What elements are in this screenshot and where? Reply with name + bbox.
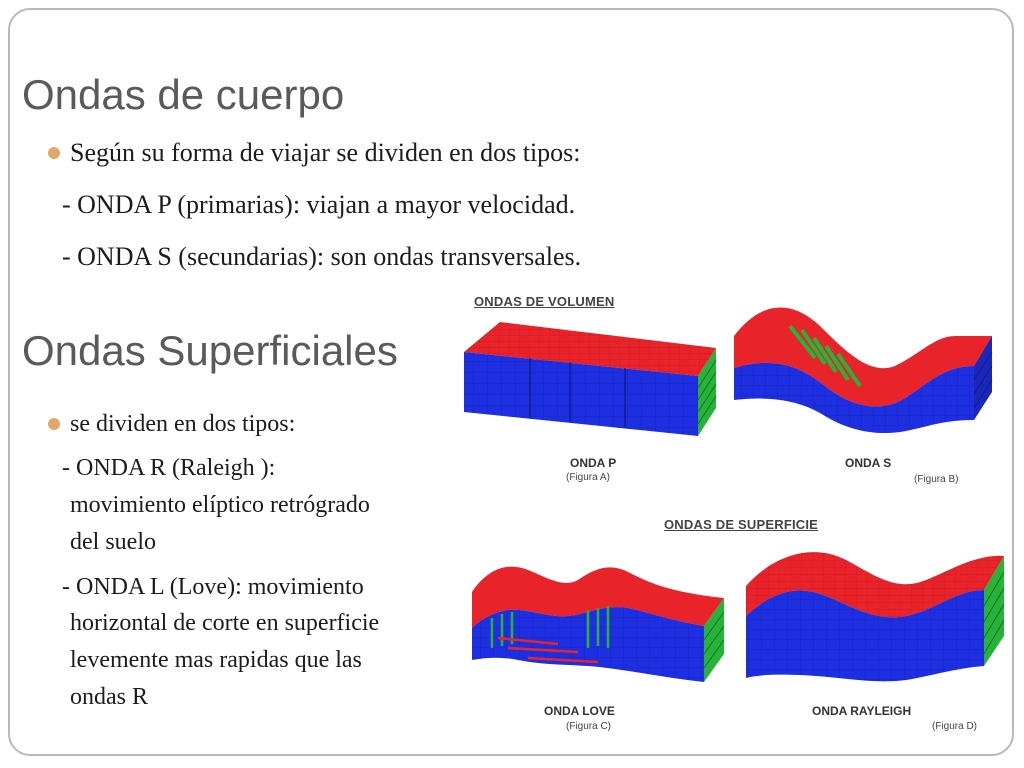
- surface-l-line: - ONDA L (Love): movimiento: [62, 574, 364, 600]
- panel-figure-label: (Figura D): [932, 721, 978, 732]
- bullet-dot: [48, 147, 60, 159]
- panel-figure-label: (Figura A): [566, 472, 610, 483]
- panel-figure-label: (Figura B): [914, 474, 959, 485]
- onda-love-block: [468, 548, 730, 688]
- onda-rayleigh-block: [736, 540, 1008, 688]
- heading-surface-waves: Ondas Superficiales: [22, 327, 398, 374]
- bullet-dot: [48, 418, 60, 430]
- surface-r-line: - ONDA R (Raleigh ):: [62, 455, 276, 481]
- volume-waves-title: ONDAS DE VOLUMEN: [474, 294, 615, 309]
- surface-l-line: ondas R: [70, 684, 148, 710]
- body-line-onda-p: - ONDA P (primarias): viajan a mayor velocidad.: [62, 190, 576, 219]
- panel-caption: ONDA RAYLEIGH: [812, 704, 912, 718]
- panel-caption: ONDA LOVE: [544, 704, 615, 718]
- heading-body-waves: Ondas de cuerpo: [22, 71, 345, 118]
- body-bullet-text: Según su forma de viajar se dividen en dos tipos:: [70, 138, 581, 167]
- panel-figure-label: (Figura C): [566, 721, 612, 732]
- surface-r-line: movimiento elíptico retrógrado: [70, 492, 370, 518]
- surface-bullet-text: se dividen en dos tipos:: [70, 411, 296, 437]
- onda-p-block: [460, 318, 722, 438]
- surface-l-line: horizontal de corte en superficie: [70, 610, 380, 636]
- surface-r-line: del suelo: [70, 529, 156, 555]
- onda-s-block: [730, 296, 996, 436]
- body-line-onda-s: - ONDA S (secundarias): son ondas transversales.: [62, 242, 582, 271]
- surface-l-line: levemente mas rapidas que las: [70, 647, 362, 673]
- panel-caption: ONDA S: [845, 456, 892, 470]
- panel-caption: ONDA P: [570, 456, 617, 470]
- surface-waves-title: ONDAS DE SUPERFICIE: [664, 517, 819, 532]
